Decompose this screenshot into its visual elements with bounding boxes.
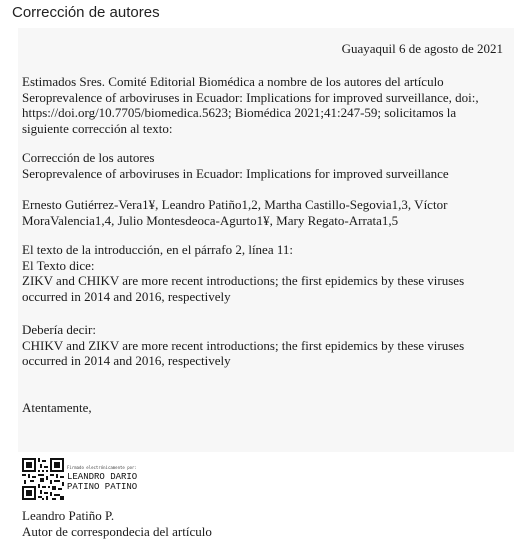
text-line: Debería decir: [22, 322, 96, 337]
text-line: occurred in 2014 and 2016, respectively [22, 288, 231, 304]
text-line: Estimados Sres. Comité Editorial Biomédica a nombre de los autores del artículo [22, 74, 444, 89]
corrected-text-paragraph [22, 322, 464, 369]
text-line: ZIKV and CHIKV are more recent introductions; the first epidemics by these viruses [22, 273, 465, 288]
qr-code [22, 458, 64, 500]
text-line: occurred in 2014 and 2016, respectively [22, 353, 231, 368]
text-line: Ernesto Gutiérrez-Vera1¥, Leandro Patiño1,2, Martha Castillo-Segovia1,3, Víctor [22, 197, 448, 212]
letter-date: Guayaquil 6 de agosto de 2021 [341, 41, 503, 56]
text-line: CHIKV and ZIKV are more recent introductions; the first epidemics by these viruses [22, 337, 465, 353]
text-line: El Texto dice: [22, 257, 95, 273]
signature-line: LEANDRO DARIO [67, 472, 138, 482]
author-role: Autor de correspondecia del artículo [22, 523, 212, 539]
text-line: https://doi.org/10.7705/biomedica.5623; Biomédica 2021;41:247-59; solicitamos la [22, 105, 457, 120]
authors-paragraph [22, 197, 447, 228]
intro-paragraph [22, 74, 479, 136]
page-title: Corrección de autores [12, 4, 160, 21]
text-line: Corrección de los autores [22, 150, 155, 165]
digital-signature-name [67, 472, 137, 492]
text-line: siguiente corrección al texto: [22, 120, 173, 136]
text-line: MoraValencia1,4, Julio Montesdeoca-Agurto1¥, Mary Regato-Arrata1,5 [22, 212, 399, 228]
author-block [22, 508, 212, 539]
signature-line: PATINO PATINO [67, 482, 138, 492]
text-line: El texto de la introducción, en el párrafo 2, línea 11: [22, 242, 293, 257]
signature-note: Firmado electrónicamente por: [67, 465, 137, 470]
correction-paragraph [22, 150, 449, 181]
text-line: Seroprevalence of arboviruses in Ecuador: Implications for improved surveillance, doi:, [22, 89, 479, 105]
text-line: Seroprevalence of arboviruses in Ecuador: Implications for improved surveillance [22, 165, 449, 181]
current-text-paragraph [22, 242, 464, 304]
author-name: Leandro Patiño P. [22, 508, 115, 523]
closing: Atentamente, [22, 400, 92, 415]
